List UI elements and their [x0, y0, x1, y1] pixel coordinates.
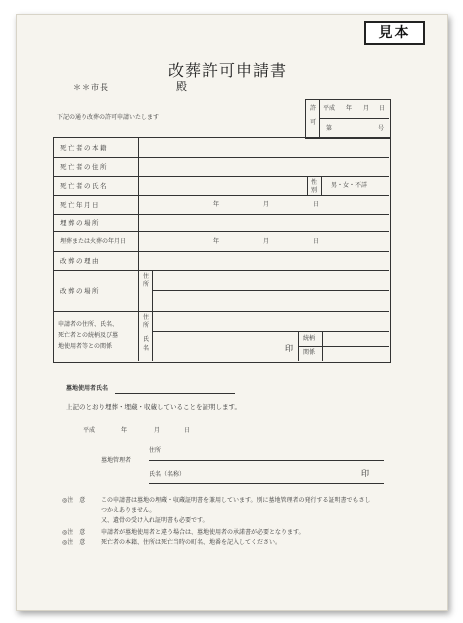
burial-year: 年 [213, 238, 220, 245]
note-1-mark: ◎注 意 [62, 497, 86, 504]
row-label-burial-date: 埋葬または火葬の年月日 [60, 238, 127, 245]
sample-stamp: 見本 [364, 21, 425, 45]
applicant-addr-a: 住 [143, 314, 150, 321]
permit-date-prefix: 平成 [323, 105, 336, 112]
note-1-cont: つかえありません。 [101, 507, 156, 514]
applicant-name-a: 氏 [143, 336, 150, 343]
note-3-mark: ◎注 意 [62, 539, 86, 546]
applicant-label-line1: 申請者の住所、氏名、 [58, 321, 119, 328]
sex-options: 男・女・不詳 [331, 182, 368, 189]
permit-day: 日 [379, 105, 386, 112]
cert-day: 日 [184, 427, 191, 434]
row-label-domicile: 死亡者の本籍 [60, 144, 108, 152]
form-title: 改葬許可申請書 [168, 61, 288, 80]
burial-day: 日 [313, 238, 320, 245]
reburial-addr-b: 所 [143, 281, 150, 288]
permit-year: 年 [346, 105, 353, 112]
permit-month: 月 [363, 105, 370, 112]
applicant-addr-b: 所 [143, 322, 150, 329]
intro-text: 下記の通り改葬の許可申請いたします [57, 114, 160, 121]
cert-year: 年 [121, 427, 128, 434]
sex-label-a: 性 [311, 179, 318, 186]
manager-label: 墓地管理者 [101, 457, 132, 464]
cert-month: 月 [154, 427, 161, 434]
applicant-label-line2: 死亡者との続柄及び墓 [58, 332, 119, 339]
burial-month: 月 [263, 238, 270, 245]
permit-label-b: 可 [310, 119, 317, 126]
note-1-text: この申請書は墓地の埋蔵・収蔵証明書を兼用しています。別に墓地管理者の発行する証明書でもさし [101, 497, 371, 504]
manager-seal: 印 [361, 469, 369, 478]
death-month: 月 [263, 201, 270, 208]
note-1-extra: 又、遺骨の受け入れ証明書も必要です。 [101, 517, 209, 524]
applicant-label-line3: 地使用者等との関係 [58, 343, 113, 350]
permit-no-suffix: 号 [378, 125, 385, 132]
row-label-reason: 改葬の理由 [60, 257, 100, 265]
applicant-relation: 続柄 [303, 335, 316, 342]
row-label-reburial-place: 改葬の場所 [60, 287, 100, 295]
sex-label-b: 別 [311, 187, 318, 194]
row-label-death-date: 死亡年月日 [60, 201, 100, 209]
death-day: 日 [313, 201, 320, 208]
row-label-address: 死亡者の住所 [60, 163, 108, 171]
grave-user-label: 墓地使用者氏名 [66, 385, 109, 392]
addressee: ＊＊市長 [73, 83, 109, 92]
certify-text: 上記のとおり埋葬・埋蔵・収蔵していることを証明します。 [66, 403, 241, 411]
death-year: 年 [213, 201, 220, 208]
permit-label-a: 許 [310, 105, 317, 112]
row-label-name: 死亡者の氏名 [60, 182, 108, 190]
manager-name-label: 氏名（名称） [149, 471, 186, 478]
note-2-mark: ◎注 意 [62, 529, 86, 536]
applicant-name-b: 名 [143, 345, 150, 352]
note-2-text: 申請者が墓地使用者と違う場合は、墓地使用者の承諾書が必要となります。 [101, 529, 305, 536]
reburial-addr-a: 住 [143, 273, 150, 280]
manager-addr-label: 住所 [149, 447, 162, 454]
honorific: 殿 [176, 80, 187, 93]
row-label-burial-place: 埋葬の場所 [60, 219, 100, 227]
applicant-seal: 印 [285, 344, 293, 353]
cert-era: 平成 [83, 427, 96, 434]
permit-no-prefix: 第 [326, 125, 333, 132]
note-3-text: 死亡者の本籍、住所は死亡当時の町名、地番を記入してください。 [101, 539, 282, 546]
applicant-connection: 関係 [303, 349, 316, 356]
